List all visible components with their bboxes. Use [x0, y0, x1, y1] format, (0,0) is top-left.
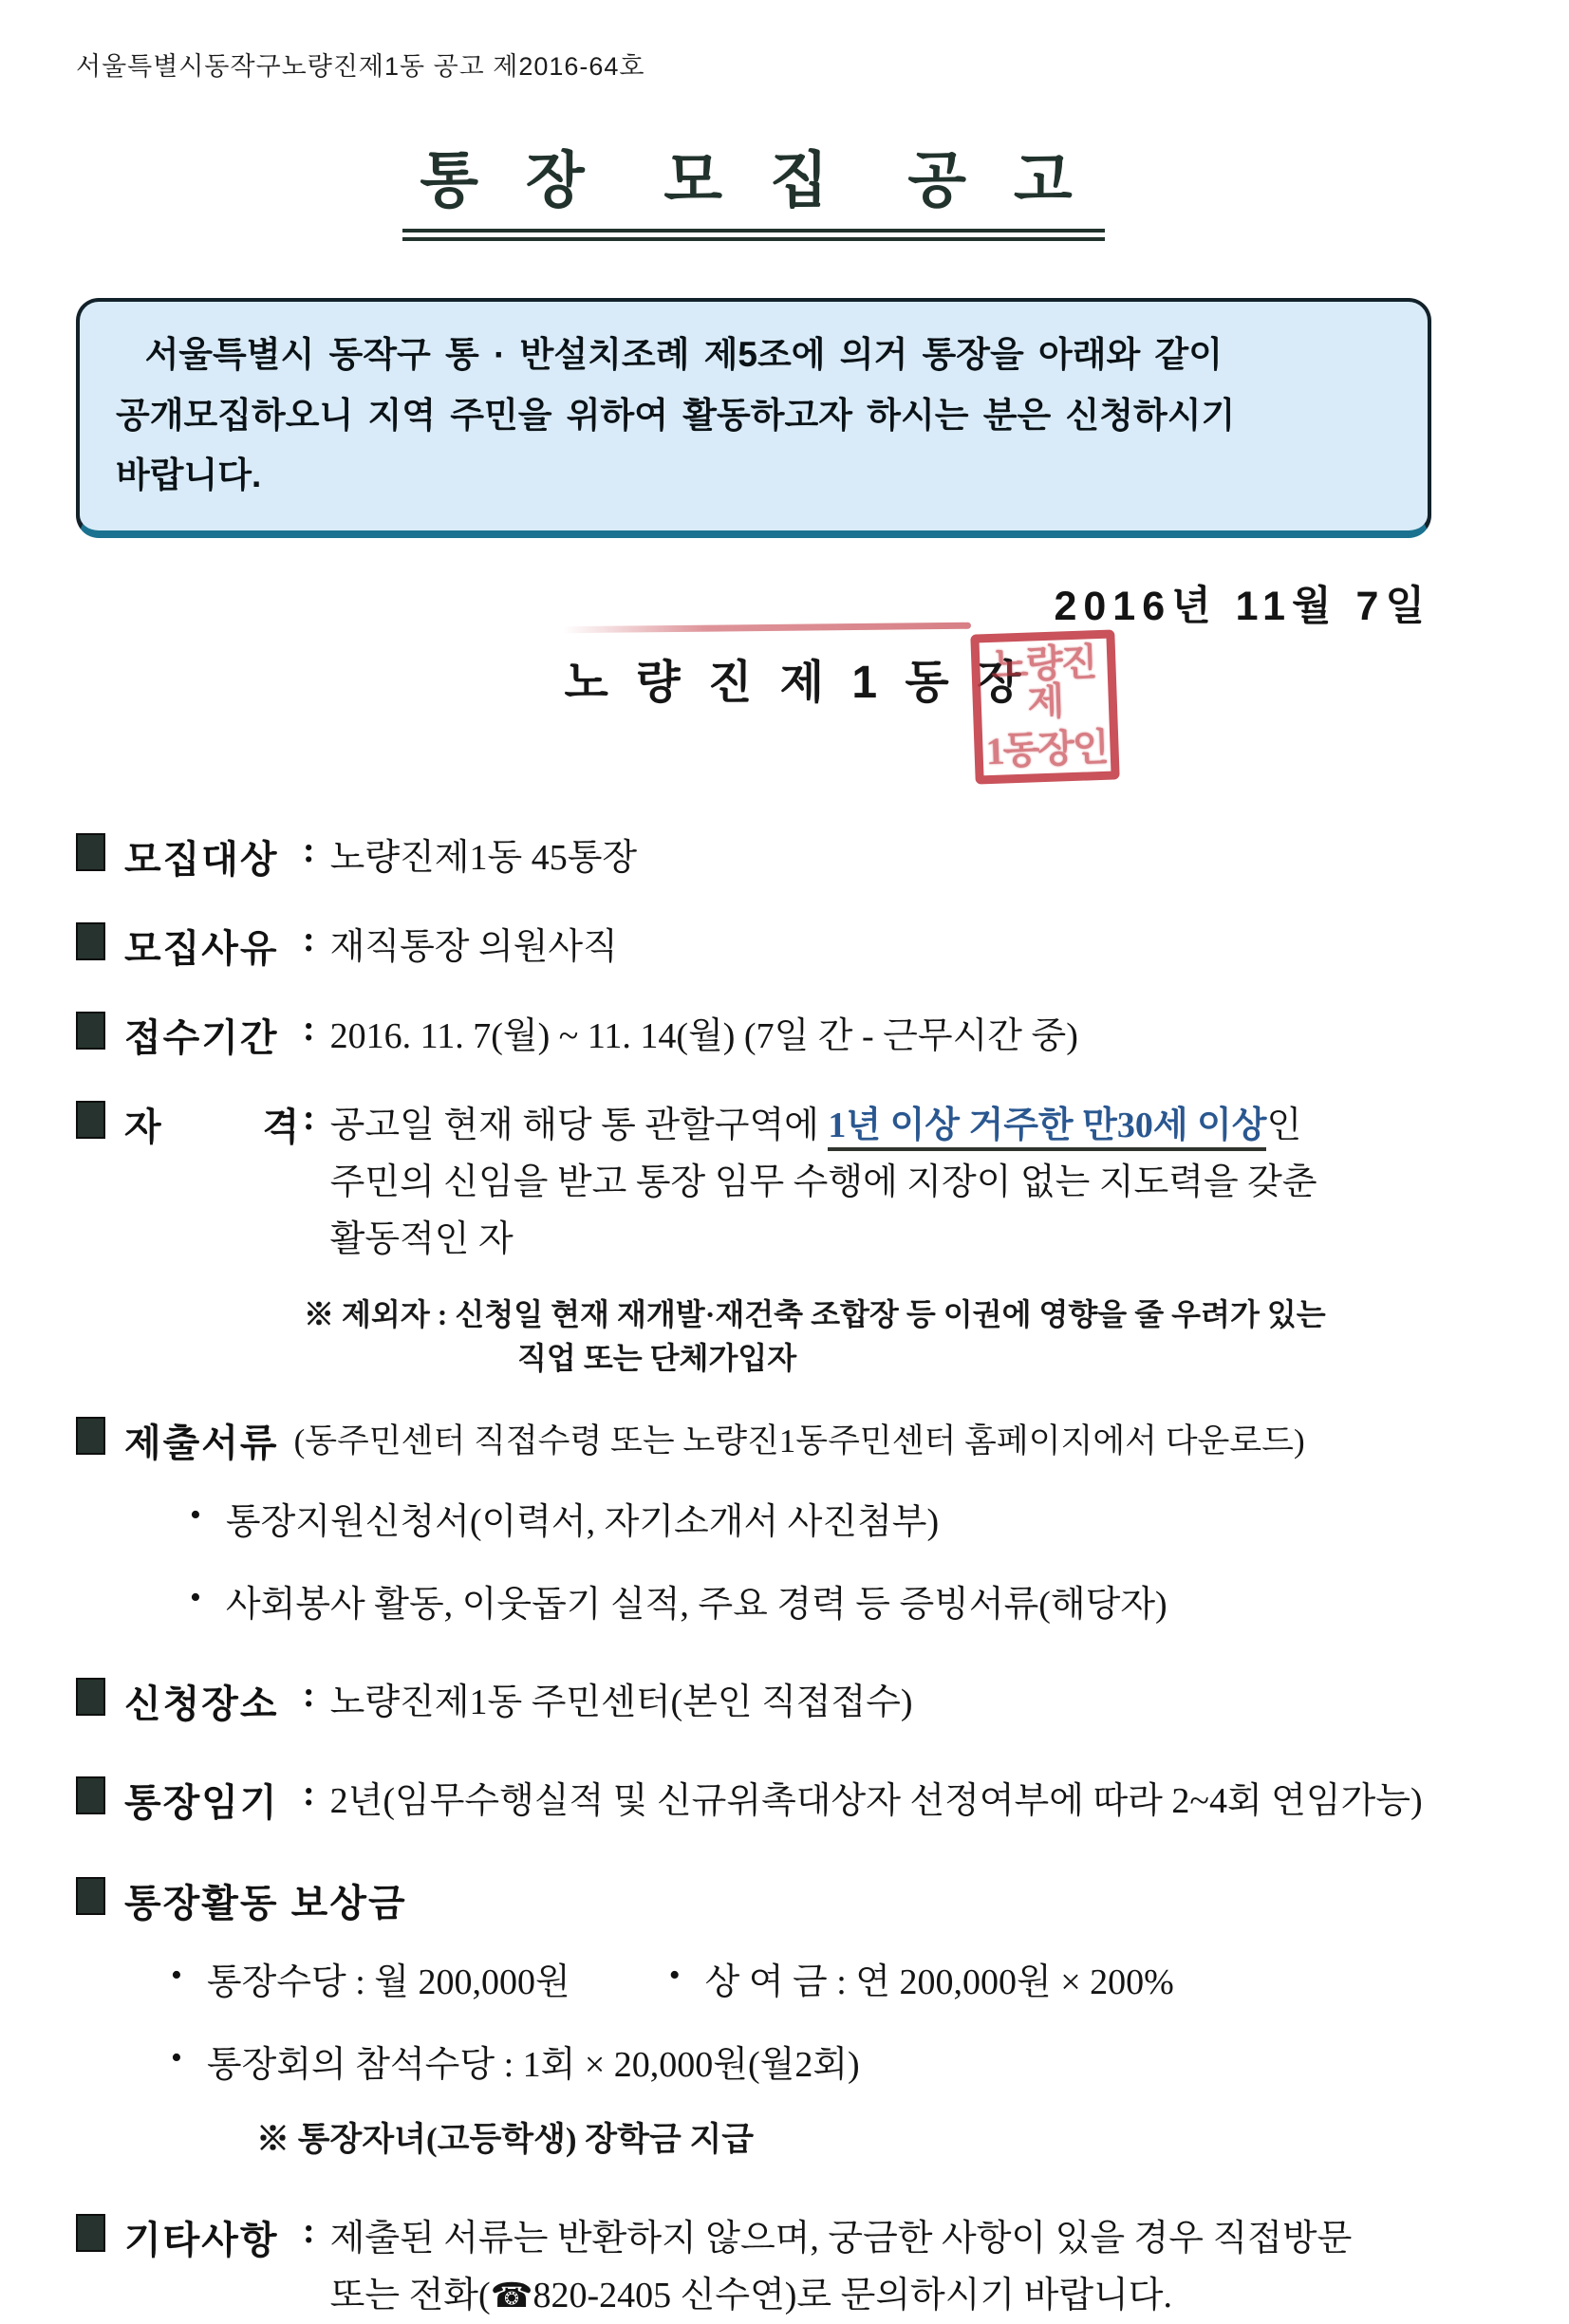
section-documents	[76, 1413, 1431, 1467]
bonus-text: 상 여 금 : 연 200,000원 × 200%	[704, 1961, 1174, 2002]
etc-value	[330, 2210, 1353, 2324]
qualification-line1-post: 인	[1266, 1105, 1302, 1145]
dot-bullet-icon: •	[171, 2039, 182, 2075]
colon: :	[303, 1773, 315, 1813]
seal-text-row-2: 1동장인	[985, 725, 1109, 773]
dot-bullet-icon: •	[190, 1497, 201, 1533]
section-place	[76, 1674, 1431, 1731]
doc-number: 서울특별시동작구노량진제1동 공고 제2016-64호	[76, 52, 645, 81]
qualification-line-3: 활동적인 자	[329, 1219, 514, 1260]
compensation-row	[171, 1956, 1431, 2010]
section-reason	[76, 919, 1431, 976]
exclusion-note	[304, 1292, 1431, 1381]
colon: :	[303, 1674, 315, 1715]
reason-value: 재직통장 의원사직	[329, 926, 618, 967]
etc-line-1: 제출된 서류는 반환하지 않으며, 궁금한 사항이 있을 경우 직접방문	[329, 2218, 1353, 2259]
colon: :	[303, 1097, 315, 1138]
period-label: 접수기간	[124, 1016, 279, 1059]
square-bullet-icon	[76, 2214, 105, 2252]
compensation-label: 통장활동 보상금	[124, 1882, 407, 1924]
section-compensation	[76, 1873, 1431, 1927]
qualification-label: 자 격	[124, 1106, 302, 1148]
intro-box	[76, 298, 1431, 538]
square-bullet-icon	[76, 1877, 105, 1915]
issuer-line	[119, 640, 1474, 797]
section-period	[76, 1008, 1431, 1065]
exclusion-line-2: 직업 또는 단체가입자	[517, 1341, 797, 1376]
square-bullet-icon	[76, 1776, 105, 1814]
seal-text-row-1: 노량진제	[991, 640, 1097, 724]
target-label: 모집대상	[124, 838, 279, 881]
dot-bullet-icon: •	[668, 1957, 681, 1993]
intro-line-3: 바랍니다.	[116, 456, 262, 495]
square-bullet-icon	[76, 1678, 105, 1716]
meeting-allowance-text: 통장회의 참석수당 : 1회 × 20,000원(월2회)	[206, 2044, 860, 2085]
place-value: 노량진제1동 주민센터(본인 직접접수)	[329, 1682, 913, 1722]
colon: :	[303, 1008, 315, 1049]
bonus-item	[669, 1956, 1174, 2010]
document-item	[190, 1496, 1431, 1550]
square-bullet-icon	[76, 833, 105, 871]
period-value: 2016. 11. 7(월) ~ 11. 14(월) (7일 간 - 근무시간 중)	[329, 1015, 1078, 1056]
document-item-text: 사회봉사 활동, 이웃돕기 실적, 주요 경력 등 증빙서류(해당자)	[225, 1584, 1167, 1625]
title-wrap	[76, 132, 1431, 241]
square-bullet-icon	[76, 1417, 105, 1455]
term-label: 통장임기	[124, 1781, 279, 1824]
document-item-text: 통장지원신청서(이력서, 자기소개서 사진첨부)	[225, 1501, 940, 1542]
etc-line2-pre: 또는 전화(	[329, 2275, 491, 2315]
square-bullet-icon	[76, 1012, 105, 1050]
term-value: 2년(임무수행실적 및 신규위촉대상자 선정여부에 따라 2~4회 연임가능)	[329, 1780, 1423, 1821]
etc-label: 기타사항	[124, 2219, 279, 2261]
qualification-highlight: 1년 이상 거주한 만30세 이상	[828, 1106, 1266, 1151]
section-qualification	[76, 1097, 1431, 1268]
reason-label: 모집사유	[124, 927, 279, 970]
colon: :	[303, 919, 315, 959]
colon: :	[303, 2210, 315, 2251]
square-bullet-icon	[76, 1101, 105, 1139]
exclusion-line-1: ※ 제외자 : 신청일 현재 재개발·재건축 조합장 등 이권에 영향을 줄 우려가 있는	[304, 1297, 1326, 1332]
scholarship-note: ※ 통장자녀(고등학생) 장학금 지급	[256, 2120, 755, 2158]
issuer-inner	[564, 640, 1109, 773]
colon: :	[303, 829, 315, 870]
qualification-line-2: 주민의 신임을 받고 통장 임무 수행에 지장이 없는 지도력을 갖춘	[329, 1162, 1317, 1202]
official-seal-stamp	[971, 629, 1120, 784]
intro-line-1: 서울특별시 동작구 통 · 반설치조례 제5조에 의거 통장을 아래와 같이	[116, 335, 1223, 374]
dot-bullet-icon: •	[190, 1579, 201, 1615]
section-term	[76, 1773, 1431, 1830]
announcement-date: 2016년 11월 7일	[1054, 583, 1431, 629]
phone-icon: ☎	[490, 2276, 533, 2315]
qualification-line1-pre: 공고일 현재 해당 통 관할구역에	[329, 1105, 829, 1145]
intro-line-2: 공개모집하오니 지역 주민을 위하여 활동하고자 하시는 분은 신청하시기	[116, 395, 1236, 435]
place-label: 신청장소	[124, 1683, 279, 1725]
documents-note: (동주민센터 직접수령 또는 노량진1동주민센터 홈페이지에서 다운로드)	[293, 1422, 1305, 1459]
documents-label: 제출서류	[124, 1422, 279, 1464]
document-item	[190, 1578, 1431, 1632]
issuer-name: 노 량 진 제 1 동 장	[564, 657, 1029, 708]
allowance-text: 통장수당 : 월 200,000원	[206, 1961, 570, 2002]
sections	[76, 829, 1431, 2324]
section-etc	[76, 2210, 1431, 2324]
page-title: 통 장 모 집 공 고	[402, 132, 1104, 241]
dot-bullet-icon: •	[171, 1957, 182, 1993]
qualification-value	[330, 1097, 1317, 1268]
qualification-line-1	[330, 1097, 1317, 1154]
square-bullet-icon	[76, 922, 105, 960]
etc-line-2	[330, 2267, 1353, 2324]
target-value: 노량진제1동 45통장	[329, 837, 638, 878]
allowance-item	[171, 1956, 570, 2010]
meeting-allowance-item	[171, 2038, 1431, 2092]
etc-line2-post: 820-2405 신수연)로 문의하시기 바랍니다.	[532, 2275, 1173, 2315]
section-target	[76, 829, 1431, 886]
